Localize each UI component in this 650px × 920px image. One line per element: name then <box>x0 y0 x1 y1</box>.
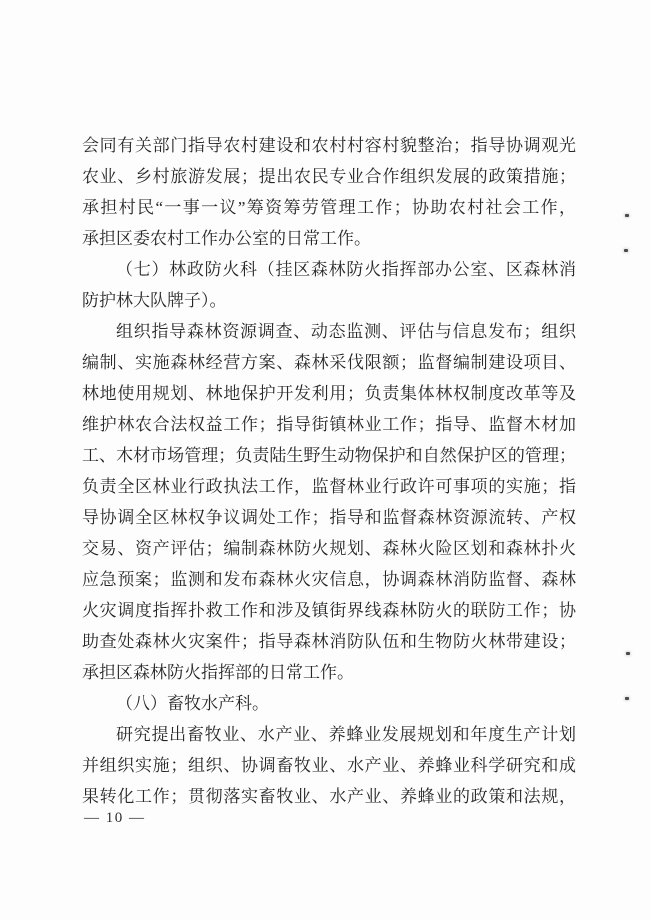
page-number: — 10 — <box>84 810 146 826</box>
text-line: 维护林农合法权益工作；指导街镇林业工作；指导、监督木材加 <box>82 415 576 434</box>
text-line: 承担区森林防火指挥部的日常工作。 <box>82 663 354 682</box>
paragraph-rural-work <box>82 130 576 254</box>
paragraph-section-7-heading <box>82 254 576 316</box>
paragraph-section-8-heading <box>82 688 576 719</box>
text-line: 编制、实施森林经营方案、森林采伐限额；监督编制建设项目、 <box>82 353 576 372</box>
text-line: 会同有关部门指导农村建设和农村村容村貌整治；指导协调观光 <box>82 136 576 155</box>
text-line: 导协调全区林权争议调处工作；指导和监督森林资源流转、产权 <box>82 508 576 527</box>
scan-speck <box>625 697 629 700</box>
text-line: 防护林大队牌子）。 <box>82 291 227 310</box>
text-line: 承担村民“一事一议”筹资筹劳管理工作；协助农村社会工作， <box>82 198 576 217</box>
text-line: 并组织实施；组织、协调畜牧业、水产业、养蜂业科学研究和成 <box>82 756 576 775</box>
scan-speck <box>625 214 629 217</box>
body-text <box>82 130 576 812</box>
text-line: 负责全区林业行政执法工作，监督林业行政许可事项的实施；指 <box>82 477 576 496</box>
text-line: （八）畜牧水产科。 <box>116 694 269 713</box>
text-line: 工、木材市场管理；负责陆生野生动物保护和自然保护区的管理； <box>82 446 576 465</box>
text-line: 研究提出畜牧业、水产业、养蜂业发展规划和年度生产计划 <box>116 725 576 744</box>
text-line: 农业、乡村旅游发展；提出农民专业合作组织发展的政策措施； <box>82 167 576 186</box>
text-line: 组织指导森林资源调查、动态监测、评估与信息发布；组织 <box>116 322 576 341</box>
paragraph-forestry-duties <box>82 316 576 688</box>
text-line: （七）林政防火科（挂区森林防火指挥部办公室、区森林消 <box>116 260 576 279</box>
paragraph-livestock-duties <box>82 719 576 812</box>
text-line: 林地使用规划、林地保护开发利用；负责集体林权制度改革等及 <box>82 384 576 403</box>
text-line: 应急预案；监测和发布森林火灾信息，协调森林消防监督、森林 <box>82 570 576 589</box>
text-line: 助查处森林火灾案件；指导森林消防队伍和生物防火林带建设； <box>82 632 576 651</box>
text-line: 果转化工作；贯彻落实畜牧业、水产业、养蜂业的政策和法规， <box>82 787 576 806</box>
scan-speck <box>626 652 630 655</box>
text-line: 火灾调度指挥扑救工作和涉及镇街界线森林防火的联防工作；协 <box>82 601 576 620</box>
scan-speck <box>624 249 628 252</box>
text-line: 交易、资产评估；编制森林防火规划、森林火险区划和森林扑火 <box>82 539 576 558</box>
text-line: 承担区委农村工作办公室的日常工作。 <box>82 229 371 248</box>
